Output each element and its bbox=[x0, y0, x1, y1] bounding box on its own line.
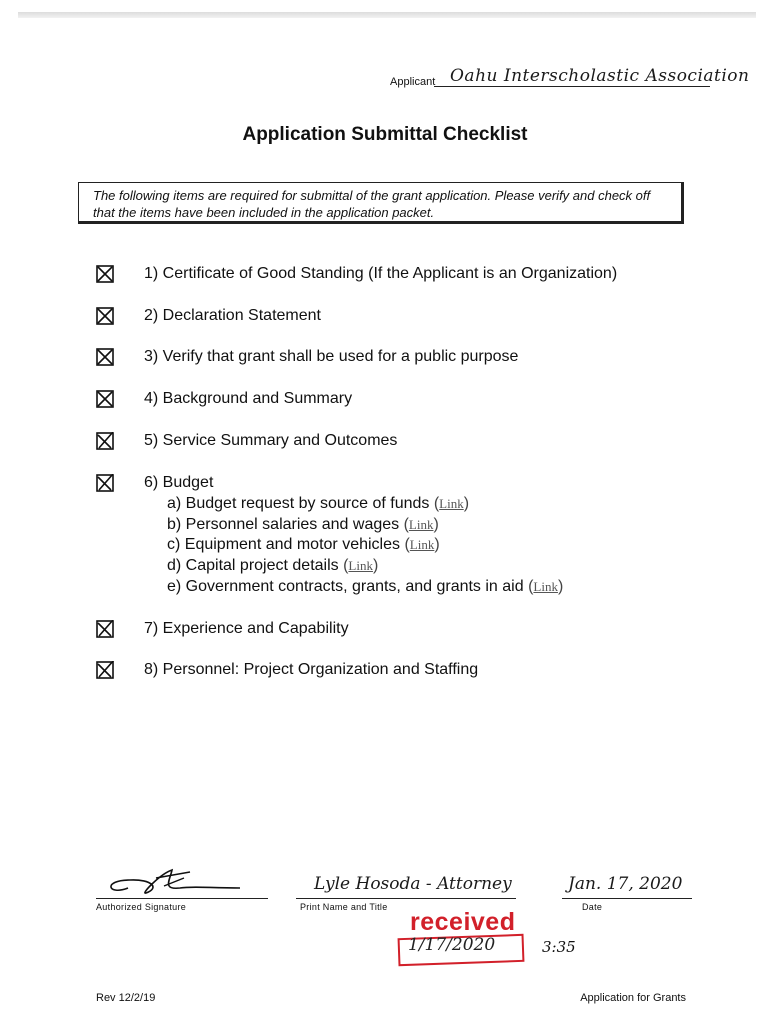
scan-artifact bbox=[18, 12, 756, 18]
budget-subitem-label: c) Equipment and motor vehicles bbox=[167, 536, 400, 553]
budget-subitem-c: c) Equipment and motor vehicles (Link) bbox=[167, 536, 440, 553]
date-handwritten: Jan. 17, 2020 bbox=[568, 874, 683, 894]
budget-subitem-label: e) Government contracts, grants, and grants in aid bbox=[167, 578, 524, 595]
applicant-underline bbox=[434, 86, 710, 87]
signature-graphic bbox=[100, 866, 250, 902]
checkbox-checked-icon[interactable] bbox=[96, 661, 114, 679]
received-stamp-word: received bbox=[410, 908, 516, 936]
print-name-handwritten: Lyle Hosoda - Attorney bbox=[314, 874, 512, 894]
checkbox-checked-icon[interactable] bbox=[96, 307, 114, 325]
checkbox-checked-icon[interactable] bbox=[96, 348, 114, 366]
checklist-item-label: 4) Background and Summary bbox=[144, 390, 353, 407]
budget-subitem-link[interactable]: Link bbox=[408, 517, 434, 532]
checklist-item-label: 5) Service Summary and Outcomes bbox=[144, 432, 398, 449]
checklist-item-label: 2) Declaration Statement bbox=[144, 307, 321, 324]
checkbox-checked-icon[interactable] bbox=[96, 265, 114, 283]
footer-revision: Rev 12/2/19 bbox=[96, 992, 156, 1004]
received-stamp-date: 1/17/2020 bbox=[408, 935, 496, 955]
checklist-item-label: 8) Personnel: Project Organization and Staffing bbox=[144, 661, 479, 678]
budget-subitem-link[interactable]: Link bbox=[533, 579, 558, 594]
checklist-item-label: 6) Budget bbox=[144, 474, 214, 491]
print-name-label: Print Name and Title bbox=[300, 902, 388, 912]
footer-document-name: Application for Grants bbox=[580, 992, 686, 1004]
date-line bbox=[562, 898, 692, 899]
checklist-item-label: 3) Verify that grant shall be used for a public purpose bbox=[144, 348, 519, 365]
budget-subitem-label: b) Personnel salaries and wages bbox=[167, 516, 400, 533]
applicant-label: Applicant bbox=[390, 76, 436, 88]
budget-subitem-label: a) Budget request by source of funds bbox=[167, 495, 430, 512]
authorized-signature-label: Authorized Signature bbox=[96, 902, 187, 912]
budget-subitem-link[interactable]: Link bbox=[439, 496, 464, 511]
budget-subitem-d: d) Capital project details (Link) bbox=[167, 557, 379, 574]
budget-subitem-e: e) Government contracts, grants, and grants in aid (Link) bbox=[167, 578, 564, 595]
budget-subitem-b: b) Personnel salaries and wages (Link) bbox=[167, 516, 439, 533]
print-name-line bbox=[296, 898, 516, 899]
checklist-item-label: 7) Experience and Capability bbox=[144, 620, 349, 637]
authorized-signature-line bbox=[96, 898, 268, 899]
date-label: Date bbox=[582, 902, 603, 912]
applicant-field bbox=[390, 66, 750, 90]
checkbox-checked-icon[interactable] bbox=[96, 620, 114, 638]
received-time: 3:35 bbox=[542, 938, 576, 956]
page-title: Application Submittal Checklist bbox=[242, 124, 528, 145]
checklist-item-label: 1) Certificate of Good Standing (If the Applicant is an Organization) bbox=[144, 265, 618, 282]
applicant-handwritten-value: Oahu Interscholastic Association bbox=[450, 66, 750, 86]
budget-subitem-a: a) Budget request by source of funds (Link) bbox=[167, 495, 470, 512]
instructions-box: The following items are required for submittal of the grant application. Please verify and check off that the items have been included in the application packet. bbox=[78, 182, 684, 224]
checkbox-checked-icon[interactable] bbox=[96, 474, 114, 492]
checkbox-checked-icon[interactable] bbox=[96, 432, 114, 450]
received-stamp bbox=[398, 908, 528, 964]
budget-subitem-link[interactable]: Link bbox=[409, 537, 435, 552]
checkbox-checked-icon[interactable] bbox=[96, 390, 114, 408]
budget-subitem-link[interactable]: Link bbox=[348, 558, 373, 573]
budget-subitem-label: d) Capital project details bbox=[167, 557, 339, 574]
